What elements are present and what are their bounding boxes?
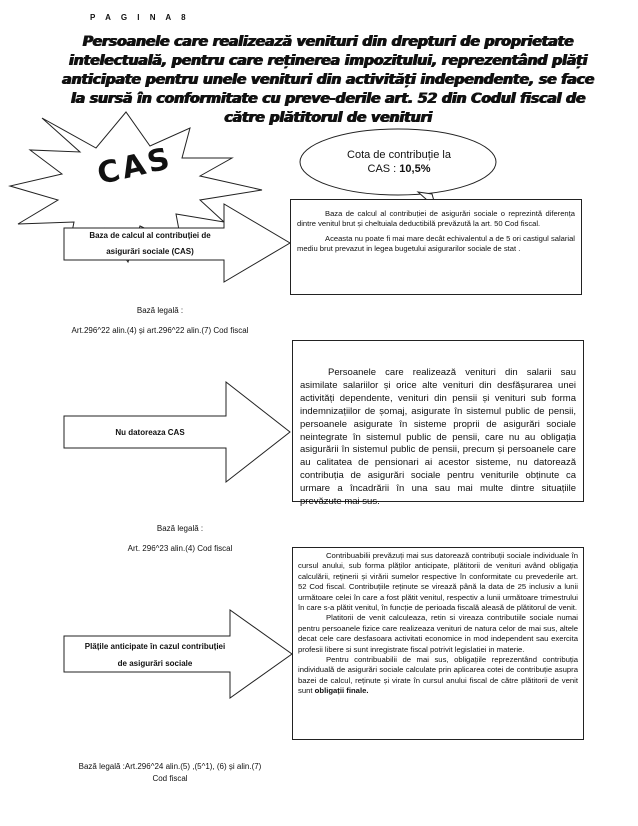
arrow-3-label xyxy=(70,638,240,672)
final-obligations-text: obligații finale. xyxy=(314,686,369,696)
arrow-1-label-line1: Baza de calcul al contribuției de xyxy=(89,231,211,240)
cas-burst-text: CAS xyxy=(94,140,176,193)
section3-legal-basis xyxy=(60,761,280,785)
section3-box xyxy=(292,547,584,740)
arrow-1-label-line2: asigurări sociale (CAS) xyxy=(106,247,194,256)
section1-paragraph-1: Baza de calcul al contribuției de asigurări sociale o reprezintă diferența dintre venitul brut și cheltuiala deductibilă prevăzută la art. 50 Cod fiscal. xyxy=(297,209,575,229)
section3-paragraph-2: Platitorii de venit calculeaza, retin si vireaza contributiile sociale numai pentru persoanele fizice care realizeaza venituri de natura celor de mai sus, altele decat cele care desfasoara activitati economice in mod independent sau exercita profesii libere si sunt inregistrate fiscal potrivit legislatiei in materie. xyxy=(298,613,578,654)
rate-bubble-text xyxy=(310,148,488,176)
rate-value: 10,5% xyxy=(399,163,431,175)
arrow-3-label-line1: Plățile anticipate în cazul contribuției xyxy=(84,642,226,651)
section2-paragraph: Persoanele care realizează venituri din salarii sau asimilate salariilor și orice alte venituri din desfășurarea unei activități dependente, venituri din pensii și venituri sub forma indemnizațiilor de șomaj, asigurate în sistemul public de pensii, persoanele asigurate în sisteme proprii de asigurări sociale neintegrate în sistemul public de pensii, care nu au obligația asigurării în sistemul public de pensii, precum și persoanele care au calitatea de pensionari ai acestor sisteme, nu datorează contribuția de asigurări sociale pentru veniturile obținute ca urmare a încadrării în una sau mai multe dintre situațiile prevăzute mai sus. xyxy=(300,367,576,508)
rate-prefix: CAS : xyxy=(367,163,400,175)
section2-box xyxy=(292,340,584,508)
rate-bubble-line2 xyxy=(310,162,488,176)
section1-legal-line1: Bază legală : xyxy=(136,306,184,315)
section1-box xyxy=(290,199,582,295)
page-label: P A G I N A 8 xyxy=(90,13,190,22)
section2-legal-basis xyxy=(70,522,290,556)
arrow-2-label: Nu datoreaza CAS xyxy=(115,428,185,437)
arrow-3-label-line2: de asigurări sociale xyxy=(117,659,193,668)
rate-bubble-line1: Cota de contribuție la xyxy=(347,149,451,161)
section1-legal-basis xyxy=(40,304,280,338)
section3-paragraph-3-text: Pentru contribuabilii de mai sus, obligațiile reprezentând contribuția individuală de asigurări sociale calculate prin aplicarea cotei de contribuție asupra bazei de calcul, reținute și virate în cursul anului fiscal de către plătitorii de venit sunt xyxy=(298,655,578,696)
page-headline: Persoanele care realizează venituri din drepturi de proprietate intelectuală, pentru care reținerea impozitului, reprezentând plăți anticipate pentru unele venituri din activități independente, se face la sursă în conformitate cu preve-derile art. 52 din Codul fiscal de către plătitorul de venituri xyxy=(61,34,595,126)
section2-legal-line2: Art. 296^23 alin.(4) Cod fiscal xyxy=(127,544,233,553)
section1-paragraph-2: Aceasta nu poate fi mai mare decât echivalentul a de 5 ori castigul salarial mediu brut prevazut in legea bugetului asigurarilor sociale de stat . xyxy=(297,233,575,254)
section1-legal-line2: Art.296^22 alin.(4) și art.296^22 alin.(7) Cod fiscal xyxy=(71,326,249,335)
section3-paragraph-3 xyxy=(298,655,578,697)
section3-legal-line1: Bază legală :Art.296^24 alin.(5) ,(5^1), (6) și alin.(7) xyxy=(78,762,262,771)
section3-paragraph-1: Contribuabilii prevăzuți mai sus datorează contribuții sociale individuale în cursul anului, sub forma plăților anticipate, plătitorii de venituri având obligația calculării, reținerii și virării sumelor respective în conformitate cu prevederile art. 52 Cod fiscal. Contribuțiile reținute se virează până la data de 25 inclusiv a lunii următoare celei în care a fost plătit venitul, respectiv a lunii următoare trimestrului în care s-a plătit venitul, în funcție de perioada fiscală aleasă de plătitorul de venit. xyxy=(298,551,578,613)
section3-legal-line2: Cod fiscal xyxy=(152,774,188,783)
section2-legal-line1: Bază legală : xyxy=(156,524,204,533)
arrow-1-label xyxy=(70,228,230,260)
